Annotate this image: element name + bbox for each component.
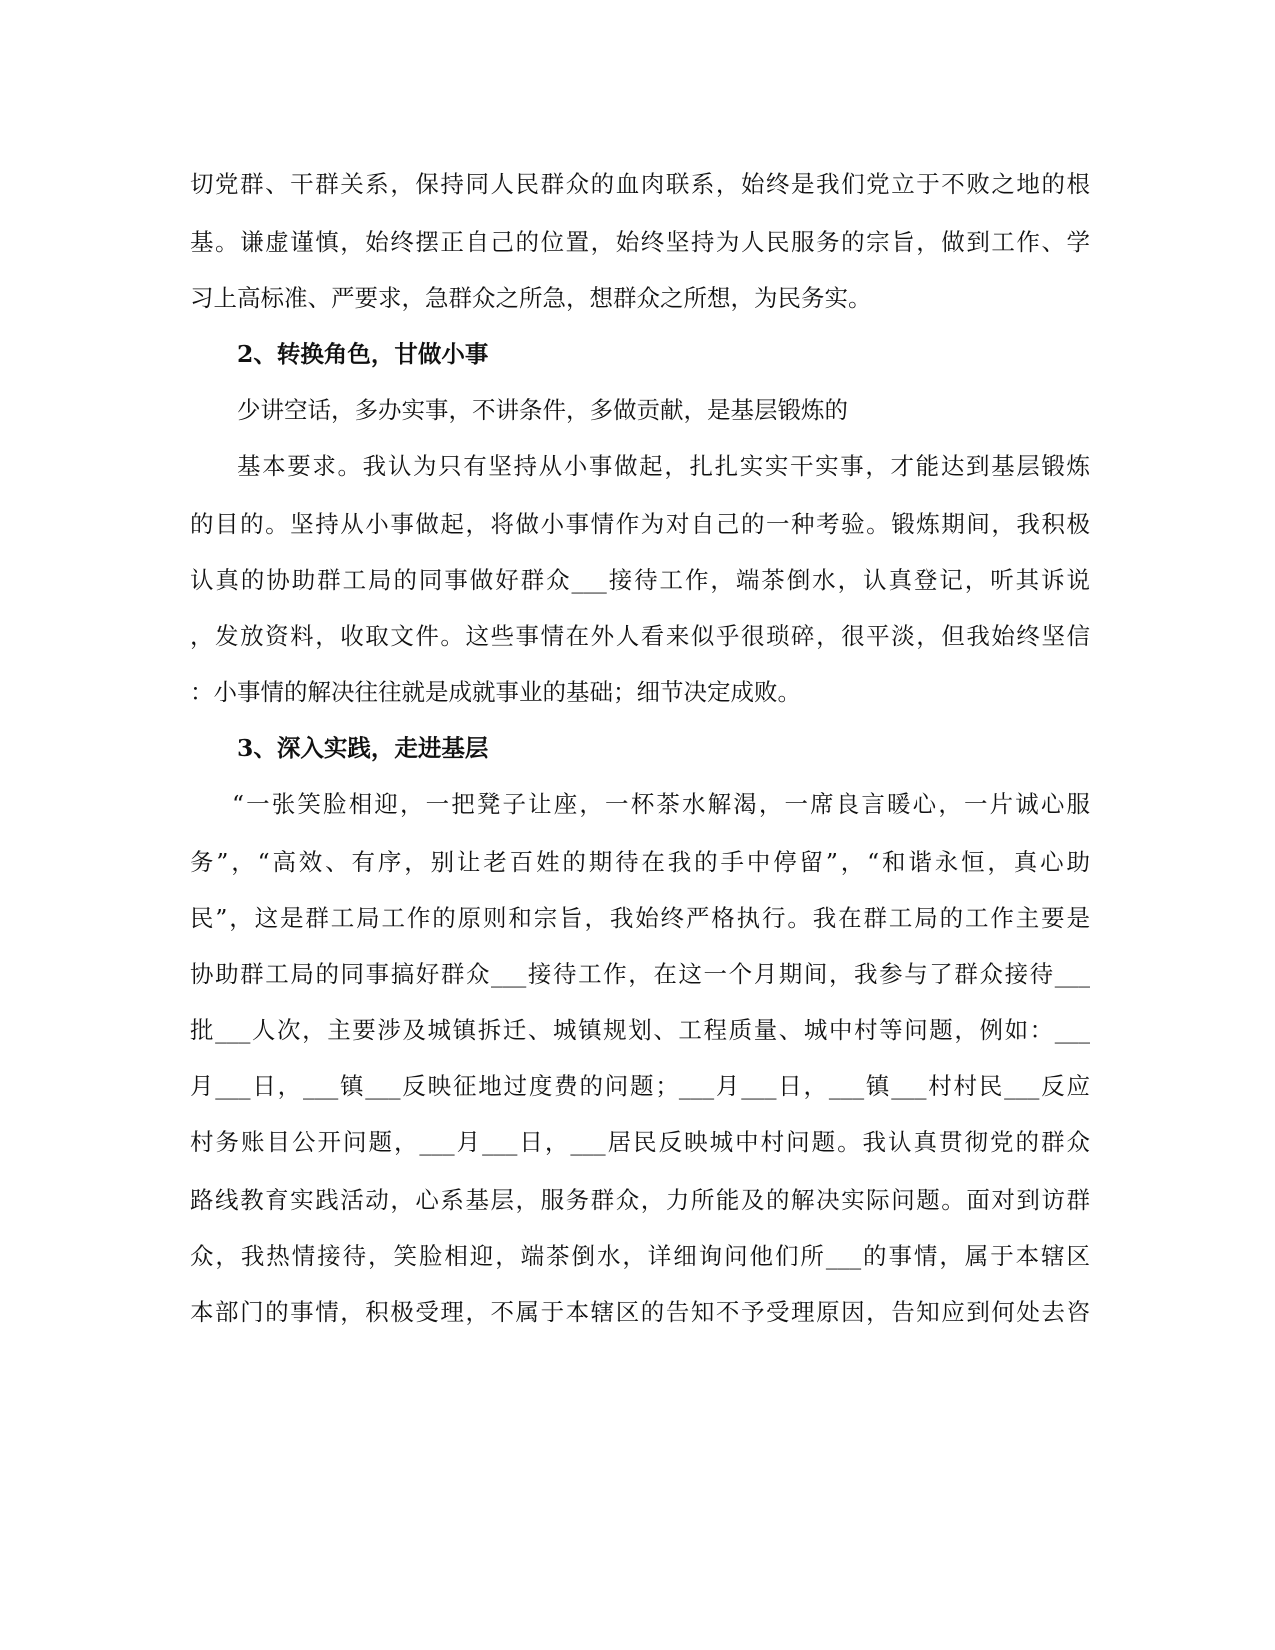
paragraph-line: 认真的协助群工局的同事做好群众___接待工作，端茶倒水，认真登记，听其诉说 <box>190 566 1090 594</box>
paragraph-line: 的目的。坚持从小事做起，将做小事情作为对自己的一种考验。锻炼期间，我积极 <box>190 510 1090 538</box>
section-heading-3: 3、深入实践，走进基层 <box>237 734 489 762</box>
paragraph-line: 民”，这是群工局工作的原则和宗旨，我始终严格执行。我在群工局的工作主要是 <box>190 904 1090 932</box>
paragraph-line: 习上高标准、严要求，急群众之所急，想群众之所想，为民务实。 <box>190 284 872 312</box>
paragraph-line: 基本要求。我认为只有坚持从小事做起，扎扎实实干实事，才能达到基层锻炼 <box>237 452 1090 480</box>
paragraph-line: 本部门的事情，积极受理，不属于本辖区的告知不予受理原因，告知应到何处去咨 <box>190 1298 1090 1326</box>
paragraph-line: 月___日，___镇___反映征地过度费的问题；___月___日，___镇___村村民___反应 <box>190 1072 1090 1100</box>
paragraph-line: 基。谦虚谨慎，始终摆正自己的位置，始终坚持为人民服务的宗旨，做到工作、学 <box>190 228 1090 256</box>
paragraph-line: 批___人次，主要涉及城镇拆迁、城镇规划、工程质量、城中村等问题，例如：___ <box>190 1016 1090 1044</box>
paragraph-line: “一张笑脸相迎，一把凳子让座，一杯茶水解渴，一席良言暖心，一片诚心服 <box>232 790 1090 818</box>
paragraph-line: 协助群工局的同事搞好群众___接待工作，在这一个月期间，我参与了群众接待___ <box>190 960 1090 988</box>
paragraph-line: 路线教育实践活动，心系基层，服务群众，力所能及的解决实际问题。面对到访群 <box>190 1186 1090 1214</box>
paragraph-line: ，发放资料，收取文件。这些事情在外人看来似乎很琐碎，很平淡，但我始终坚信 <box>190 622 1090 650</box>
paragraph-line: ：小事情的解决往往就是成就事业的基础；细节决定成败。 <box>190 678 801 706</box>
section-heading-2: 2、转换角色，甘做小事 <box>237 340 489 368</box>
paragraph-line: 众，我热情接待，笑脸相迎，端茶倒水，详细询问他们所___的事情，属于本辖区 <box>190 1242 1090 1270</box>
paragraph-line: 少讲空话，多办实事，不讲条件，多做贡献，是基层锻炼的 <box>237 396 848 424</box>
paragraph-line: 村务账目公开问题，___月___日，___居民反映城中村问题。我认真贯彻党的群众 <box>190 1128 1090 1156</box>
paragraph-line: 切党群、干群关系，保持同人民群众的血肉联系，始终是我们党立于不败之地的根 <box>190 170 1090 198</box>
paragraph-line: 务”，“高效、有序，别让老百姓的期待在我的手中停留”，“和谐永恒，真心助 <box>190 848 1090 876</box>
